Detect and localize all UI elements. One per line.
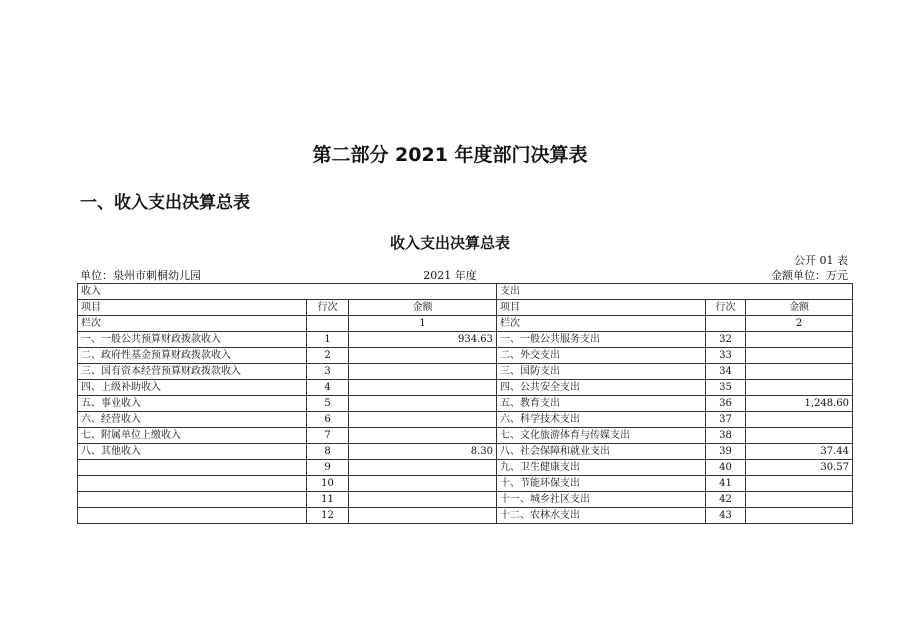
table-row xyxy=(78,460,853,476)
table-title: 收入支出决算总表 xyxy=(389,234,510,252)
money-unit-label: 金额单位：万元 xyxy=(771,269,848,282)
expense-item: 九、卫生健康支出 xyxy=(497,460,706,476)
expense-item: 十二、农林水支出 xyxy=(497,508,706,524)
year-label: 2021 年度 xyxy=(423,269,477,282)
income-item: 三、国有资本经营预算财政拨款收入 xyxy=(78,364,307,380)
expense-header: 支出 xyxy=(497,284,853,300)
expense-row-no: 33 xyxy=(706,348,746,364)
expense-item: 六、科学技术支出 xyxy=(497,412,706,428)
expense-row-no: 35 xyxy=(706,380,746,396)
expense-item: 三、国防支出 xyxy=(497,364,706,380)
expense-amount xyxy=(746,332,853,348)
expense-column-index-label: 栏次 xyxy=(497,316,706,332)
expense-amount xyxy=(746,492,853,508)
income-row-no: 5 xyxy=(307,396,349,412)
income-item xyxy=(78,476,307,492)
expense-row-no: 36 xyxy=(706,396,746,412)
income-item xyxy=(78,460,307,476)
expense-item: 五、教育支出 xyxy=(497,396,706,412)
expense-amount-header: 金额 xyxy=(746,300,853,316)
table-row xyxy=(78,364,853,380)
expense-item: 二、外交支出 xyxy=(497,348,706,364)
page-title: 第二部分 2021 年度部门决算表 xyxy=(312,144,588,166)
table-row xyxy=(78,396,853,412)
expense-amount xyxy=(746,508,853,524)
income-amount xyxy=(349,396,497,412)
income-row-no-header: 行次 xyxy=(307,300,349,316)
expense-row-no: 43 xyxy=(706,508,746,524)
expense-amount xyxy=(746,364,853,380)
expense-column-index: 2 xyxy=(746,316,853,332)
income-amount xyxy=(349,412,497,428)
table-row xyxy=(78,348,853,364)
income-item: 四、上级补助收入 xyxy=(78,380,307,396)
income-item: 六、经营收入 xyxy=(78,412,307,428)
expense-amount: 30.57 xyxy=(746,460,853,476)
income-header: 收入 xyxy=(78,284,497,300)
income-amount xyxy=(349,364,497,380)
table-row xyxy=(78,508,853,524)
header-row-section xyxy=(78,284,853,300)
table-row xyxy=(78,332,853,348)
empty-cell xyxy=(307,316,349,332)
income-column-index: 1 xyxy=(349,316,497,332)
income-row-no: 6 xyxy=(307,412,349,428)
income-amount xyxy=(349,348,497,364)
expense-item: 一、一般公共服务支出 xyxy=(497,332,706,348)
income-row-no: 2 xyxy=(307,348,349,364)
income-row-no: 7 xyxy=(307,428,349,444)
income-amount xyxy=(349,380,497,396)
income-amount xyxy=(349,428,497,444)
income-item: 二、政府性基金预算财政拨款收入 xyxy=(78,348,307,364)
expense-item: 七、文化旅游体育与传媒支出 xyxy=(497,428,706,444)
income-amount xyxy=(349,492,497,508)
income-amount: 934.63 xyxy=(349,332,497,348)
expense-amount xyxy=(746,348,853,364)
header-row-columns xyxy=(78,300,853,316)
expense-row-no: 42 xyxy=(706,492,746,508)
expense-amount xyxy=(746,428,853,444)
income-amount-header: 金额 xyxy=(349,300,497,316)
expense-amount: 1,248.60 xyxy=(746,396,853,412)
income-amount xyxy=(349,460,497,476)
table-row xyxy=(78,444,853,460)
income-row-no: 9 xyxy=(307,460,349,476)
income-row-no: 3 xyxy=(307,364,349,380)
expense-item: 四、公共安全支出 xyxy=(497,380,706,396)
expense-amount: 37.44 xyxy=(746,444,853,460)
income-row-no: 8 xyxy=(307,444,349,460)
income-item xyxy=(78,492,307,508)
income-row-no: 10 xyxy=(307,476,349,492)
expense-row-no: 41 xyxy=(706,476,746,492)
income-item xyxy=(78,508,307,524)
expense-row-no: 39 xyxy=(706,444,746,460)
income-item: 七、附属单位上缴收入 xyxy=(78,428,307,444)
expense-row-no-header: 行次 xyxy=(706,300,746,316)
unit-label: 单位：泉州市刺桐幼儿园 xyxy=(80,269,201,282)
income-row-no: 11 xyxy=(307,492,349,508)
income-amount xyxy=(349,476,497,492)
expense-item: 八、社会保障和就业支出 xyxy=(497,444,706,460)
expense-item: 十一、城乡社区支出 xyxy=(497,492,706,508)
table-row xyxy=(78,492,853,508)
income-item: 一、一般公共预算财政拨款收入 xyxy=(78,332,307,348)
form-code: 公开 01 表 xyxy=(794,254,848,267)
table-row xyxy=(78,380,853,396)
table-row xyxy=(78,428,853,444)
expense-row-no: 34 xyxy=(706,364,746,380)
income-amount: 8.30 xyxy=(349,444,497,460)
income-item: 八、其他收入 xyxy=(78,444,307,460)
expense-row-no: 40 xyxy=(706,460,746,476)
income-amount xyxy=(349,508,497,524)
expense-amount xyxy=(746,412,853,428)
expense-item: 十、节能环保支出 xyxy=(497,476,706,492)
income-row-no: 1 xyxy=(307,332,349,348)
table-row xyxy=(78,412,853,428)
empty-cell xyxy=(706,316,746,332)
expense-amount xyxy=(746,380,853,396)
budget-table xyxy=(77,283,853,524)
expense-amount xyxy=(746,476,853,492)
income-row-no: 4 xyxy=(307,380,349,396)
income-row-no: 12 xyxy=(307,508,349,524)
income-item-header: 项目 xyxy=(78,300,307,316)
expense-item-header: 项目 xyxy=(497,300,706,316)
income-column-index-label: 栏次 xyxy=(78,316,307,332)
expense-row-no: 37 xyxy=(706,412,746,428)
expense-row-no: 38 xyxy=(706,428,746,444)
section-title: 一、收入支出决算总表 xyxy=(80,193,250,213)
table-row xyxy=(78,476,853,492)
income-item: 五、事业收入 xyxy=(78,396,307,412)
expense-row-no: 32 xyxy=(706,332,746,348)
column-index-row xyxy=(78,316,853,332)
